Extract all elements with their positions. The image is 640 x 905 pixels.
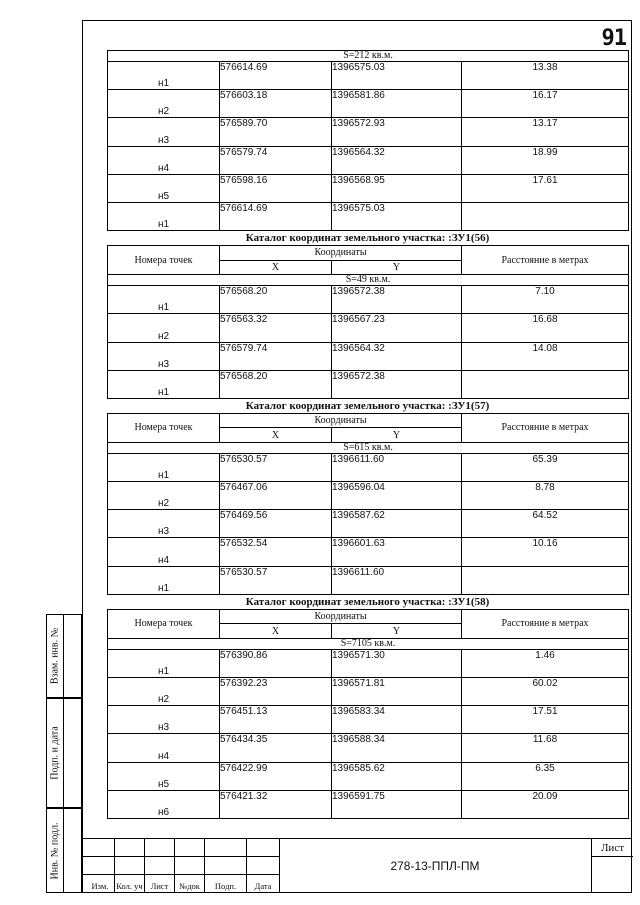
header-x: X (220, 260, 332, 275)
distance: 65.39 (462, 453, 629, 481)
stamp-col-kol: Кол. уч (116, 881, 143, 891)
catalog-title: Каталог координат земельного участка: :ЗУ1(58) (245, 595, 490, 608)
distance: 8.78 (462, 482, 629, 510)
side-label-sign-date: Подп. и дата (49, 726, 61, 780)
stamp-col-list: Лист (150, 881, 169, 891)
coord-x: 576598.16 (220, 174, 332, 202)
catalog-title: Каталог координат земельного участка: :ЗУ1(57) (245, 399, 490, 412)
header-points: Номера точек (108, 246, 220, 275)
sheet-separator (592, 856, 633, 857)
distance: 17.61 (462, 174, 629, 202)
distance: 7.10 (462, 286, 629, 314)
distance: 14.08 (462, 342, 629, 370)
table-row (108, 566, 629, 594)
header-y: Y (332, 624, 462, 639)
side-value-replace-inv (64, 614, 82, 698)
distance: 16.68 (462, 314, 629, 342)
coord-x: 576603.18 (220, 90, 332, 118)
header-coords: Координаты (220, 413, 462, 428)
grid-row-line (82, 856, 279, 857)
table-row (108, 510, 629, 538)
distance: 6.35 (462, 762, 629, 790)
point-label: н4 (108, 146, 220, 174)
coordinate-catalog (107, 50, 628, 819)
sheet-label: Лист (600, 842, 625, 854)
coord-y: 1396571.30 (332, 649, 462, 677)
coord-y: 1396581.86 (332, 90, 462, 118)
point-label: н5 (108, 762, 220, 790)
coord-y: 1396611.60 (332, 453, 462, 481)
table-row (108, 678, 629, 706)
coord-y: 1396611.60 (332, 566, 462, 594)
coord-y: 1396575.03 (332, 202, 462, 230)
header-distance: Расстояние в метрах (462, 246, 629, 275)
coord-x: 576530.57 (220, 453, 332, 481)
stamp-col-izm: Изм. (91, 881, 109, 891)
table-row (108, 734, 629, 762)
side-cell-orig-inv (46, 808, 64, 893)
coord-y: 1396591.75 (332, 790, 462, 818)
coord-y: 1396568.95 (332, 174, 462, 202)
catalog-title: Каталог координат земельного участка: :ЗУ1(56) (245, 232, 490, 245)
area-value: S=212 кв.м. (108, 51, 629, 62)
point-label: н5 (108, 174, 220, 202)
document-code: 278-13-ППЛ-ПМ (390, 858, 480, 873)
side-cell-sign-date (46, 698, 64, 808)
header-points: Номера точек (108, 413, 220, 442)
point-label: н3 (108, 510, 220, 538)
coordinate-table (107, 413, 629, 595)
coord-y: 1396601.63 (332, 538, 462, 566)
point-label: н2 (108, 482, 220, 510)
grid-row-line (82, 874, 279, 875)
header-y: Y (332, 428, 462, 443)
point-label: н3 (108, 342, 220, 370)
sheet-box (591, 838, 633, 893)
coordinate-table (107, 609, 629, 819)
header-x: X (220, 428, 332, 443)
coord-y: 1396587.62 (332, 510, 462, 538)
coord-x: 576451.13 (220, 706, 332, 734)
header-points: Номера точек (108, 609, 220, 638)
table-row (108, 706, 629, 734)
stamp-col-doc: №док (179, 881, 200, 891)
coord-x: 576467.06 (220, 482, 332, 510)
table-row (108, 370, 629, 398)
distance: 11.68 (462, 734, 629, 762)
distance (462, 202, 629, 230)
point-label: н2 (108, 90, 220, 118)
distance: 13.17 (462, 118, 629, 146)
side-cell-replace-inv (46, 614, 64, 698)
coord-x: 576530.57 (220, 566, 332, 594)
coord-y: 1396571.81 (332, 678, 462, 706)
point-label: н4 (108, 538, 220, 566)
coord-x: 576589.70 (220, 118, 332, 146)
table-row (108, 118, 629, 146)
coord-y: 1396572.93 (332, 118, 462, 146)
header-coords: Координаты (220, 609, 462, 624)
distance: 60.02 (462, 678, 629, 706)
area-value: S=615 кв.м. (108, 442, 629, 453)
table-row (108, 482, 629, 510)
point-label: н1 (108, 286, 220, 314)
side-label-replace-inv: Взам. инв. № (49, 627, 61, 685)
table-row (108, 146, 629, 174)
distance: 10.16 (462, 538, 629, 566)
revision-grid (82, 838, 280, 893)
coord-x: 576392.23 (220, 678, 332, 706)
coord-y: 1396575.03 (332, 62, 462, 90)
side-value-orig-inv (64, 808, 82, 893)
table-row (108, 453, 629, 481)
point-label: н1 (108, 62, 220, 90)
table-row (108, 286, 629, 314)
point-label: н3 (108, 118, 220, 146)
point-label: н4 (108, 734, 220, 762)
coord-y: 1396583.34 (332, 706, 462, 734)
table-row (108, 649, 629, 677)
coord-x: 576579.74 (220, 342, 332, 370)
coord-x: 576579.74 (220, 146, 332, 174)
point-label: н1 (108, 202, 220, 230)
point-label: н2 (108, 678, 220, 706)
header-x: X (220, 624, 332, 639)
coord-x: 576568.20 (220, 370, 332, 398)
table-row (108, 62, 629, 90)
coord-y: 1396564.32 (332, 342, 462, 370)
distance: 17.51 (462, 706, 629, 734)
point-label: н6 (108, 790, 220, 818)
distance (462, 370, 629, 398)
coord-x: 576614.69 (220, 202, 332, 230)
table-row (108, 202, 629, 230)
side-value-sign-date (64, 698, 82, 808)
distance: 1.46 (462, 649, 629, 677)
area-value: S=7105 кв.м. (108, 638, 629, 649)
distance: 20.09 (462, 790, 629, 818)
point-label: н1 (108, 566, 220, 594)
coord-x: 576614.69 (220, 62, 332, 90)
point-label: н1 (108, 370, 220, 398)
table-row (108, 762, 629, 790)
coord-x: 576563.32 (220, 314, 332, 342)
distance (462, 566, 629, 594)
coord-x: 576469.56 (220, 510, 332, 538)
side-stamp (46, 614, 82, 893)
header-y: Y (332, 260, 462, 275)
stamp-col-date: Дата (254, 881, 272, 891)
point-label: н2 (108, 314, 220, 342)
table-row (108, 342, 629, 370)
distance: 18.99 (462, 146, 629, 174)
coord-x: 576422.99 (220, 762, 332, 790)
table-row (108, 174, 629, 202)
coord-y: 1396585.62 (332, 762, 462, 790)
coord-x: 576390.86 (220, 649, 332, 677)
header-distance: Расстояние в метрах (462, 413, 629, 442)
stamp-col-sign: Подп. (214, 881, 237, 891)
point-label: н1 (108, 649, 220, 677)
coord-x: 576421.32 (220, 790, 332, 818)
coordinate-table (107, 50, 629, 231)
title-block (82, 838, 632, 893)
point-label: н1 (108, 453, 220, 481)
distance: 16.17 (462, 90, 629, 118)
distance: 64.52 (462, 510, 629, 538)
page-number: 91 (601, 26, 626, 51)
header-coords: Координаты (220, 246, 462, 261)
coord-y: 1396596.04 (332, 482, 462, 510)
point-label: н3 (108, 706, 220, 734)
table-row (108, 538, 629, 566)
table-row (108, 790, 629, 818)
side-label-orig-inv: Инв. № подл. (49, 822, 61, 879)
header-distance: Расстояние в метрах (462, 609, 629, 638)
table-row (108, 314, 629, 342)
coordinate-table (107, 245, 629, 399)
area-value: S=49 кв.м. (108, 275, 629, 286)
table-row (108, 90, 629, 118)
coord-y: 1396572.38 (332, 286, 462, 314)
coord-x: 576434.35 (220, 734, 332, 762)
coord-x: 576568.20 (220, 286, 332, 314)
coord-y: 1396572.38 (332, 370, 462, 398)
distance: 13.38 (462, 62, 629, 90)
coord-y: 1396564.32 (332, 146, 462, 174)
coord-y: 1396567.23 (332, 314, 462, 342)
coord-x: 576532.54 (220, 538, 332, 566)
coord-y: 1396588.34 (332, 734, 462, 762)
